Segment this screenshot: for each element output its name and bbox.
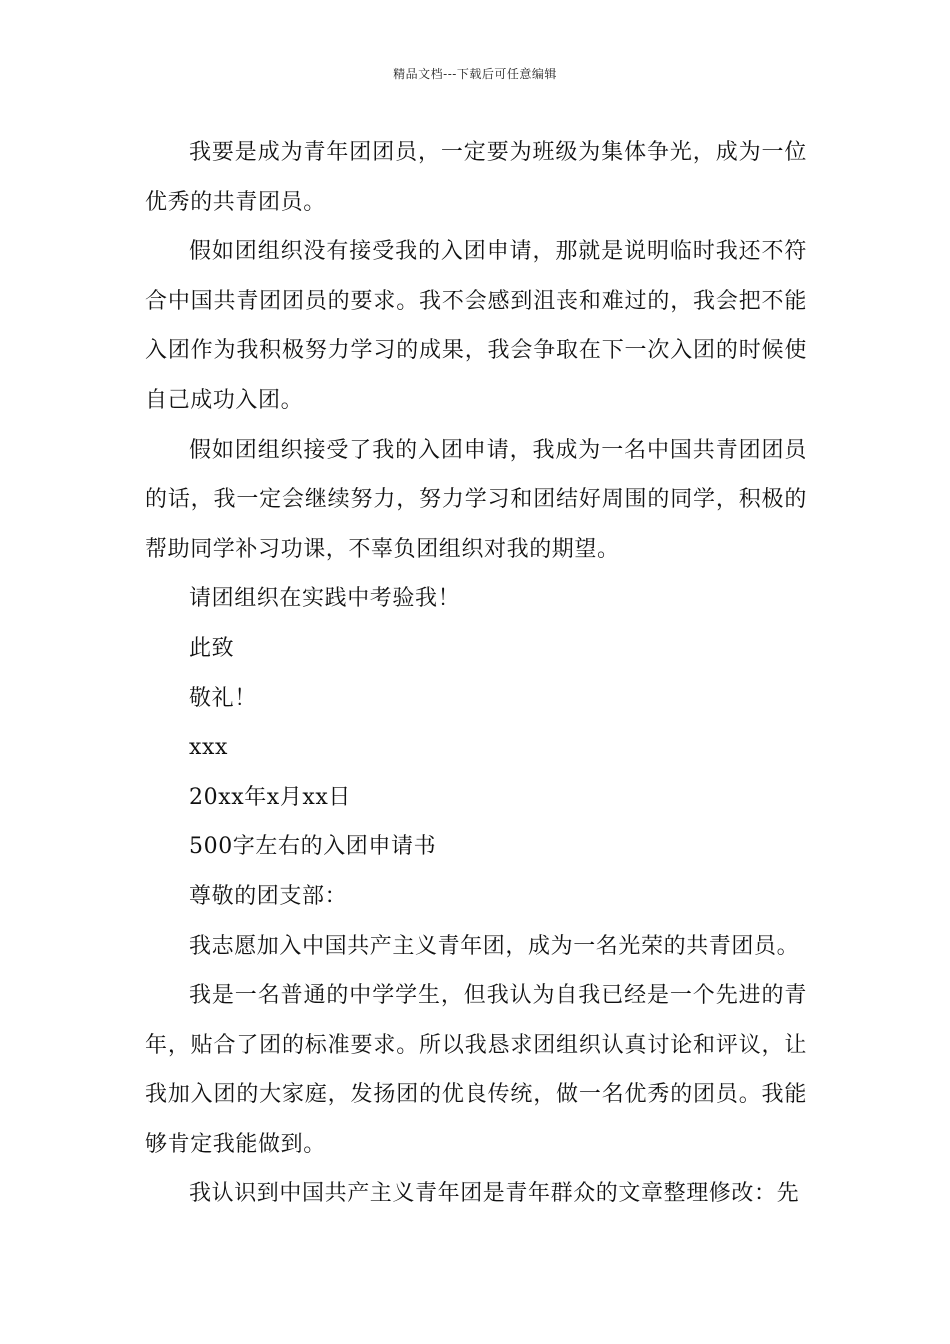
paragraph: 我志愿加入中国共产主义青年团，成为一名光荣的共青团员。 [189,933,800,959]
closing-salutation: 此致 [189,635,235,661]
section-title: 500字左右的入团申请书 [189,834,437,860]
paragraph: 请团组织在实践中考验我！ [189,586,461,612]
document-body [145,128,807,1219]
paragraph: 假如团组织接受了我的入团申请，我成为一名中国共青团团员的话，我一定会继续努力，努力学习和团结好周围的同学，积极的帮助同学补习功课，不辜负团组织对我的期望。 [145,437,807,562]
closing-respect: 敬礼！ [189,685,257,711]
paragraph: 假如团组织没有接受我的入团申请，那就是说明临时我还不符合中国共青团团员的要求。我不会感到沮丧和难过的，我会把不能入团作为我积极努力学习的成果，我会争取在下一次入团的时候使自己成功入团。 [145,239,807,413]
paragraph: 我是一名普通的中学学生，但我认为自我已经是一个先进的青年，贴合了团的标准要求。所以我恳求团组织认真讨论和评议，让我加入团的大家庭，发扬团的优良传统，做一名优秀的团员。我能够肯定我能做到。 [145,983,807,1157]
signature-name: xxx [189,735,229,761]
page-header: 精品文档---下载后可任意编辑 [393,67,557,81]
paragraph: 我要是成为青年团团员，一定要为班级为集体争光，成为一位优秀的共青团员。 [145,140,807,215]
greeting: 尊敬的团支部： [189,883,348,909]
paragraph: 我认识到中国共产主义青年团是青年群众的文章整理修改：先 [189,1181,800,1207]
signature-date: 20xx年x月xx日 [189,784,352,810]
